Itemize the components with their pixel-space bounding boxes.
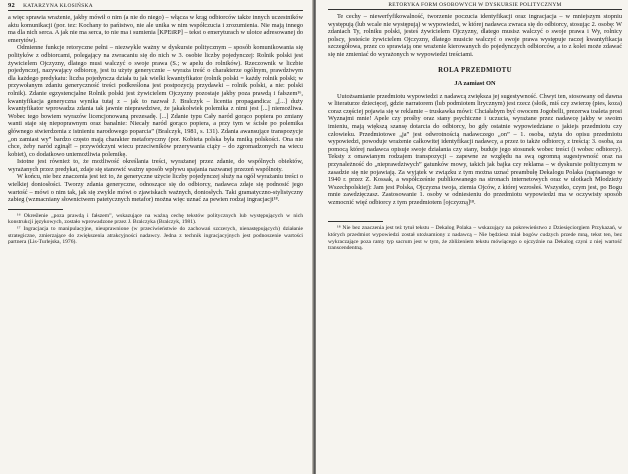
running-head-title: RETORYKA FORM OSOBOWYCH W DYSKURSIE POLITYCZNYM	[388, 2, 562, 8]
footnote: ¹⁷ Ingracjacja to manipulacyjne, nieuprawnione (w przeciwieństwie do zachowań szczerych, nienastępujących) działanie strategiczne, zmierzające do zwiększenia atrakcyjności nadawcy. Jedna z technik ingracjacyjnych jest podnoszenie wartości partnera (Lis-Turlejska, 1976).	[8, 226, 303, 246]
running-head-right	[328, 2, 622, 10]
right-page	[316, 0, 628, 474]
paragraph: Te cechy – niewerfyfikowalność, tworzenie poczucia identyfikacji oraz ingracjacja – w mniejszym stopniu występują (lub wcale nie występują) w wypowiedzi, w której nadawca zwraca się do odbiorcy, stosując 2. osobę: W zdaniach Ty, rolniku polski, jesteś żywicielem Ojczyzny, dlatego musisz walczyć o swoje prawa i Wy, rolnicy polscy, jesteście żywicielem Ojczyzny, dlatego musicie walczyć o swoje prawa występuje raczej kwantyfikacja szczegółowa, przez co sprawiają one wrażenie kierowanych do pojedynczych odbiorców, a to z kolei może zdawać się nie zmieniać do wyrażonych w wypowiedzi treściami.	[328, 13, 622, 58]
paragraph: Istotne jest również to, że możliwość określania treści, wyrażanej przez zdanie, do wspólnych obiektów, wyrażanych przez predykat, zdaje się stanowić ważny sposób wpływu spajania nazwanej przezeń wspólnoty.	[8, 158, 303, 173]
footnote: ¹⁸ Nie bez znaczenia jest też tytuł tekstu – Dekalog Polaka – wskazujący na pokrewieństwo z Dziesięciorgiem Przykazań, w których przedmiot wypowiedzi został utożsamiony z nadawcą – Nie będziesz miał bogów cudzych przede mną, tekst ten, bez wykraczające poza ramy typ sacrum jest w tym, że zbliżeniem tekstu mówiącego o ojczyźnie na Dekalog czyni z niej wartość transcendentną.	[328, 225, 622, 252]
subsection-title: JA zamiast ON	[454, 79, 496, 87]
paragraph: Odmienne funkcje retoryczne pełni – niezwykle ważny w dyskursie politycznym – sposób komunikowania się polityków z odbiorcami, polegający na zwracaniu się do nich w 3. osobie liczby pojedynczej: Rolnik polski jest żywicielem Ojczyzny, dlatego musi walczyć o swoje prawa (S.; w apelu do rolników). Rzeczownik w liczbie pojedynczej, nazywający odbiorcę, jest tu użyty generycznie – wyraża treść o charakterze ogólnym, prawdziwym dla każdego predykatu: liczba pojedyncza działa tu jak wielki kwantyfikator (rolnik polski = każdy rolnik polski; w przywołanym zdaniu generyczność treści podkreślona jest postpozycją przydawki – rolnik polski, a nie: polski rolnik). Zdanie egzystencjalne Rolnik polski jest żywicielem Ojczyzny pozostaje jakby poza prawdą i fałszem¹⁶, kwantyfikacja generyczna wynika tutaj z – jak to nazwał J. Bralczyk – licentia propagandica: „[...] duży kwantyfikator wprowadza zdania tak jawnie nieprawdziwe, że jakakolwiek polemika z nimi jest [...] niemożliwa. Wobec tego bowiem wyrazów licencjonowaną prezesadę. [...] Zdanie typu Cały naród gorąco popiera po zmiany wanti staje się niepoprawnym oraz banalnie: Niecały naród gorąco popiera, a przy tym w ścisłe po polemika głównego stwierdzenia z istnieniu narodowego poparcia” (Bralczyk, 1981, s. 131). Zdania awansujące transpozycje „on zamiast wy” bardzo często mają charakter metaforyczny (por. Kobieta polska była mniką polskości. Ona nie chce, żeby naród zginął! – przywódczyni wiecu przeciwników przerywania ciąży – do zgromadzonych na wiecu kobiet), co dodatkowo uniemożliwia polemikę.	[8, 44, 303, 158]
running-head-author: KATARZYNA KŁOSIŃSKA	[23, 3, 93, 9]
section-title: ROLA PRZEDMIOTU	[438, 66, 512, 74]
left-page	[0, 0, 313, 474]
paragraph: W końcu, nie bez znaczenia jest też to, że generyczne użycie liczby pojedynczej służy na ogół wyrażaniu treści o wielkiej doniosłości. Tworzy zdania generyczne, odnoszące się do odbiorcy, nadawca zdaje się podnosić jego wartość – mówi o nim tak, jak się zwykle mówi o zjawiskach ważnych, doniosłych. Taki gramatyczno-stylistyczny zabieg (wzmacniany słownictwem patetycznych metafor) można więc uznać za pewien rodzaj ingracjacji¹⁸.	[8, 173, 303, 204]
paragraph: Uutożsamianie przedmiotu wypowiedzi z nadawcą zwiększa jej sugestywność. Chwyt ten, stosowany od dawna w literaturze dziecięcej, gdzie narratorem (lub podmiotem lirycznym) jest rzecz (słoik, miś czy zwierzę (pies, koza) coraz częściej pojawia się w reklamie – truskawka mówi: Chciałabym być owocem Jogobelli, prezerwa toaleta prosi Wyznajmi mnie! Apele czy prośby oraz stany psychiczne i uczucia, wyrażane przez nadawcę jakby w swoim imieniu, mają większą szansę dotarcia do odbiorcy, bo gdy ostatnie wypowiedziane o jakiejs przedmiotu czy człowieku. Przedmiotowe „ja” jest odwrotnością nadawczego „on” – 1. osoba, użyta do opisu przedmiotu wypowiedzi, powoduje wrażenie całkowitej identyfikacji nadawcy, a przez to także odbiorcy, z treścią: 3. osoba, za pomocą której nadawca opisuje swoje działania czy stany, buduje jego stosunek wobec treści (i wobec odbiorcy). Teksty z omawianym rodzajem transpozycji – zapewne ze względu na swą ogromną sugestywność oraz na przynależność do „nieprawdziwych” gatunków mowy, takich jak bajka czy reklama – w dyskursie politycznym w zasadzie się nie pojawiają. Za wyjątek w związku z tym można uznać preambułę Dekalogu Polaka (napisanego w 1940 r. przez Z. Kossak, a współcześnie publikowanego na stronach internetowych oraz w ulotkach Młodzieży Wszechpolskiej): Jam jest Polska, Ojczyzna twoja, ziemia Ojców, z której wzrosłeś. Wszystko, czym jest, po Bogu mnie zawdzięczasz. Zastosowanie 1. osoby w odniesieniu do przedmiotu wypowiedzi ma w oczywisty sposób wzmocnić więź odbiorcy z tym przedmiotem [ojczyzną]¹⁸.	[328, 92, 622, 206]
page-number: 92	[8, 2, 16, 9]
running-head-left	[8, 2, 303, 11]
footnote-rule	[328, 221, 383, 222]
paragraph: a więc sprawia wrażenie, jakby mówił o nim (a nie do niego) – włącza w krąg odbiorców także innych uczestników aktu komunikacji (por. tez: Kochany to pańistwo, nie ale unika w nim współczucia i zrozumienia. Nie mają innego ma dla nich serca. A jak nie ma serca, to nie ma i sumienia [KPEiRP] – tekst o emeryturach w ulotce adresowanej do emerytów).	[8, 14, 303, 44]
footnote: ¹⁶ Określenie „poza prawdą i fałszem”, wskazujące na ważną cechę tekstów politycznych lub występujących w nich konstrukcji językowych, zostało wprowadzone przez J. Bralczyka (Bralczyk, 1981).	[8, 212, 303, 226]
footnote-rule	[8, 209, 63, 210]
